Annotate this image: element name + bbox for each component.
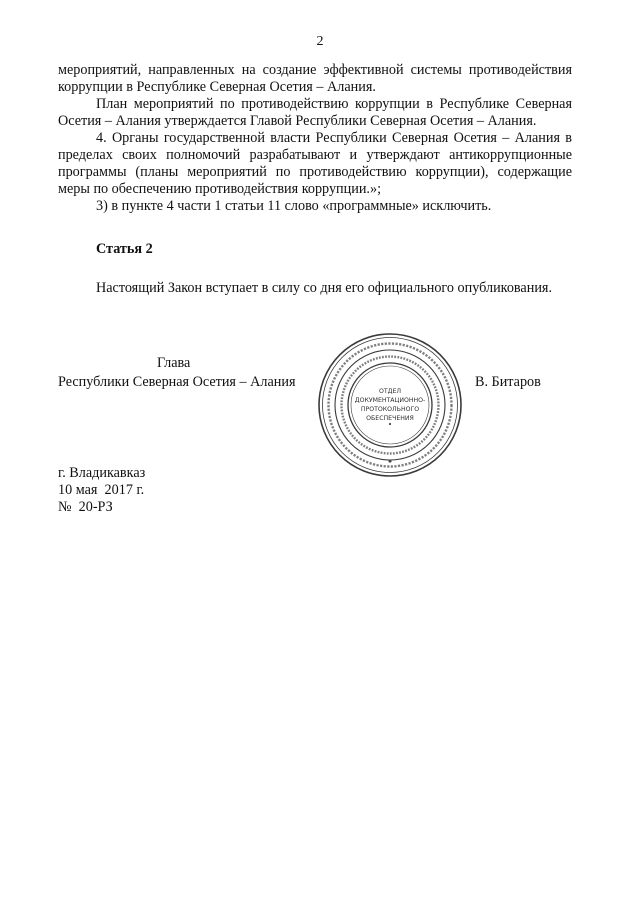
official-seal-stamp <box>316 331 464 479</box>
stamp-line-1: ОТДЕЛ <box>378 388 402 395</box>
paragraph-plan: План мероприятий по противодействию коррупции в Республике Северная Осетия – Алания утверждается Главой Республики Северная Осетия – Алания. <box>58 96 572 129</box>
paragraph-continuation: мероприятий, направленных на создание эффективной системы противодействия коррупции в Республике Северная Осетия – Алания. <box>58 62 572 95</box>
article-2-title: Статья 2 <box>96 241 153 257</box>
paragraph-point-4: 4. Органы государственной власти Республики Северная Осетия – Алания в пределах своих полномочий разрабатывают и утверждают антикоррупционные программы (планы мероприятий по противодействию коррупции), содержащие меры по обеспечению противодействия коррупции.»; <box>58 130 572 197</box>
article-2-text: Настоящий Закон вступает в силу со дня его официального опубликования. <box>96 280 552 296</box>
signatory-title: Глава <box>157 355 191 371</box>
stamp-line-4: ОБЕСПЕЧЕНИЯ <box>366 415 414 422</box>
signature-block <box>58 345 572 455</box>
place-of-signing: г. Владикавказ <box>58 465 146 481</box>
page-number: 2 <box>316 34 324 49</box>
stamp-line-3: ПРОТОКОЛЬНОГО <box>360 406 420 413</box>
stamp-line-2: ДОКУМЕНТАЦИОННО- <box>354 397 426 404</box>
paragraph-point-3: 3) в пункте 4 части 1 статьи 11 слово «программные» исключить. <box>96 198 492 214</box>
signing-date: 10 мая 2017 г. <box>58 482 145 498</box>
document-footer <box>58 465 145 516</box>
document-body <box>58 62 572 297</box>
signatory-name: В. Битаров <box>475 374 541 390</box>
signatory-organization: Республики Северная Осетия – Алания <box>58 374 296 390</box>
law-number: № 20-РЗ <box>58 499 113 515</box>
